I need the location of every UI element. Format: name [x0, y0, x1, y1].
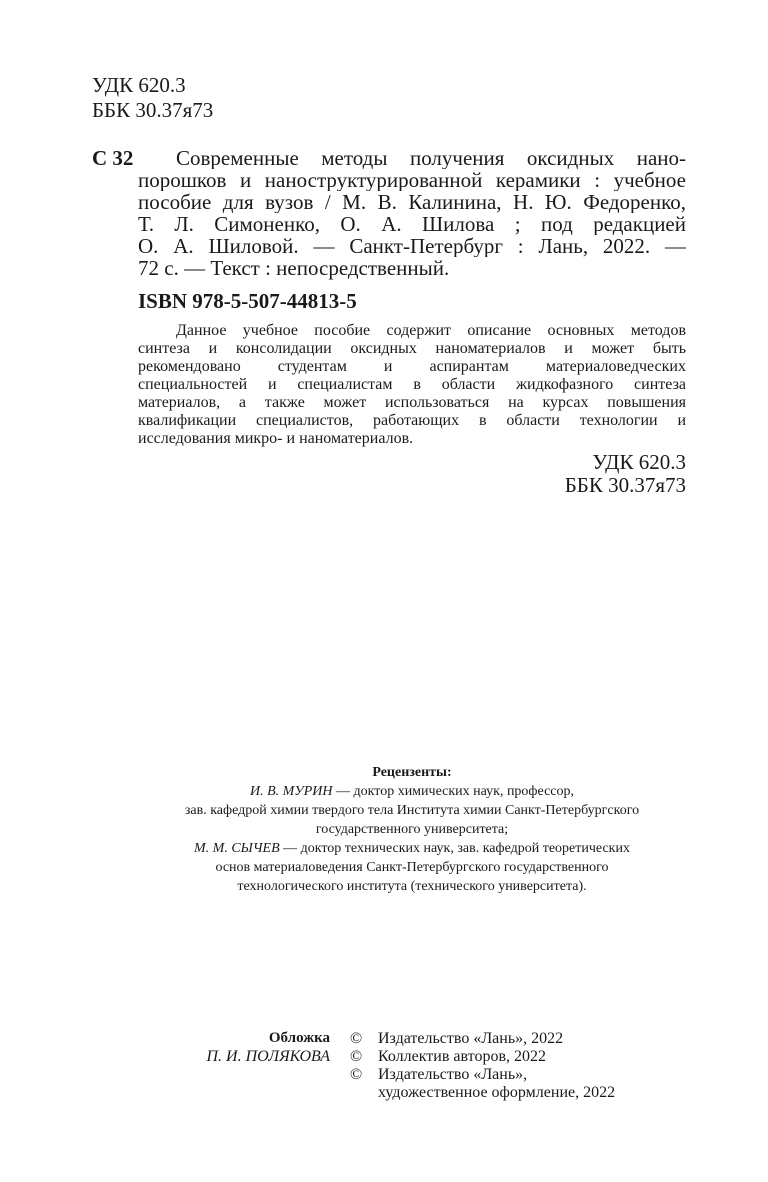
copyright-line: Издательство «Лань»,: [378, 1066, 528, 1083]
copyright-line: Издательство «Лань», 2022: [378, 1030, 564, 1047]
copyright-line: художественное оформление, 2022: [378, 1084, 616, 1101]
reviewer-desc: — доктор технических наук, зав. кафедрой теоретических: [279, 841, 630, 856]
author-mark: С 32: [92, 146, 134, 170]
reviewer-desc: основ материаловедения Санкт-Петербургского государственного: [215, 860, 609, 875]
abstract-line: специальностей и специалистам в области жидкофазного синтеза: [138, 376, 686, 393]
reviewer-2: [112, 840, 712, 858]
abstract-line: синтеза и консолидации оксидных наноматериалов и может быть: [138, 340, 686, 357]
reviewers-title: Рецензенты:: [372, 765, 452, 780]
abstract-line: материалов, а также может использоваться на курсах повышения: [138, 394, 686, 411]
udk-code-bottom: УДК 620.3: [592, 450, 686, 474]
reviewer-desc: зав. кафедрой химии твердого тела Института химии Санкт-Петербургского: [184, 803, 640, 818]
abstract-line: Данное учебное пособие содержит описание основных методов: [176, 322, 686, 339]
entry-line: О. А. Шиловой. — Санкт-Петербург : Лань, 2022. —: [138, 235, 686, 257]
reviewer-name: М. М. СЫЧЕВ: [194, 841, 280, 856]
reviewer-desc: технологического института (технического университета).: [237, 879, 587, 894]
udk-code: УДК 620.3: [92, 73, 186, 97]
reviewer-desc: — доктор химических наук, профессор,: [332, 784, 574, 799]
abstract-line: рекомендовано студентам и аспирантам материаловедческих: [138, 358, 686, 375]
copyright-line: Коллектив авторов, 2022: [378, 1048, 546, 1065]
abstract-line: исследования микро- и наноматериалов.: [138, 430, 414, 447]
bbk-code-bottom: ББК 30.37я73: [564, 473, 686, 497]
entry-line: порошков и наноструктурированной керамики : учебное: [138, 169, 686, 191]
entry-line: Современные методы получения оксидных нано-: [176, 147, 686, 169]
entry-line: Т. Л. Симоненко, О. А. Шилова ; под редакцией: [138, 213, 686, 235]
abstract-line: квалификации специалистов, работающих в области технологии и: [138, 412, 686, 429]
entry-line: 72 с. — Текст : непосредственный.: [138, 256, 450, 280]
reviewer-name: И. В. МУРИН: [249, 784, 333, 799]
isbn: ISBN 978-5-507-44813-5: [138, 289, 357, 313]
cover-artist: П. И. ПОЛЯКОВА: [206, 1048, 330, 1065]
reviewer-desc: государственного университета;: [315, 822, 509, 837]
entry-line: пособие для вузов / М. В. Калинина, Н. Ю. Федоренко,: [138, 191, 686, 213]
reviewer-1: [112, 783, 712, 801]
cover-label: Обложка: [268, 1030, 330, 1046]
copyright-icon: ©: [350, 1030, 363, 1047]
copyright-icon: ©: [350, 1066, 363, 1083]
bbk-code: ББК 30.37я73: [92, 98, 214, 122]
copyright-icon: ©: [350, 1048, 363, 1065]
